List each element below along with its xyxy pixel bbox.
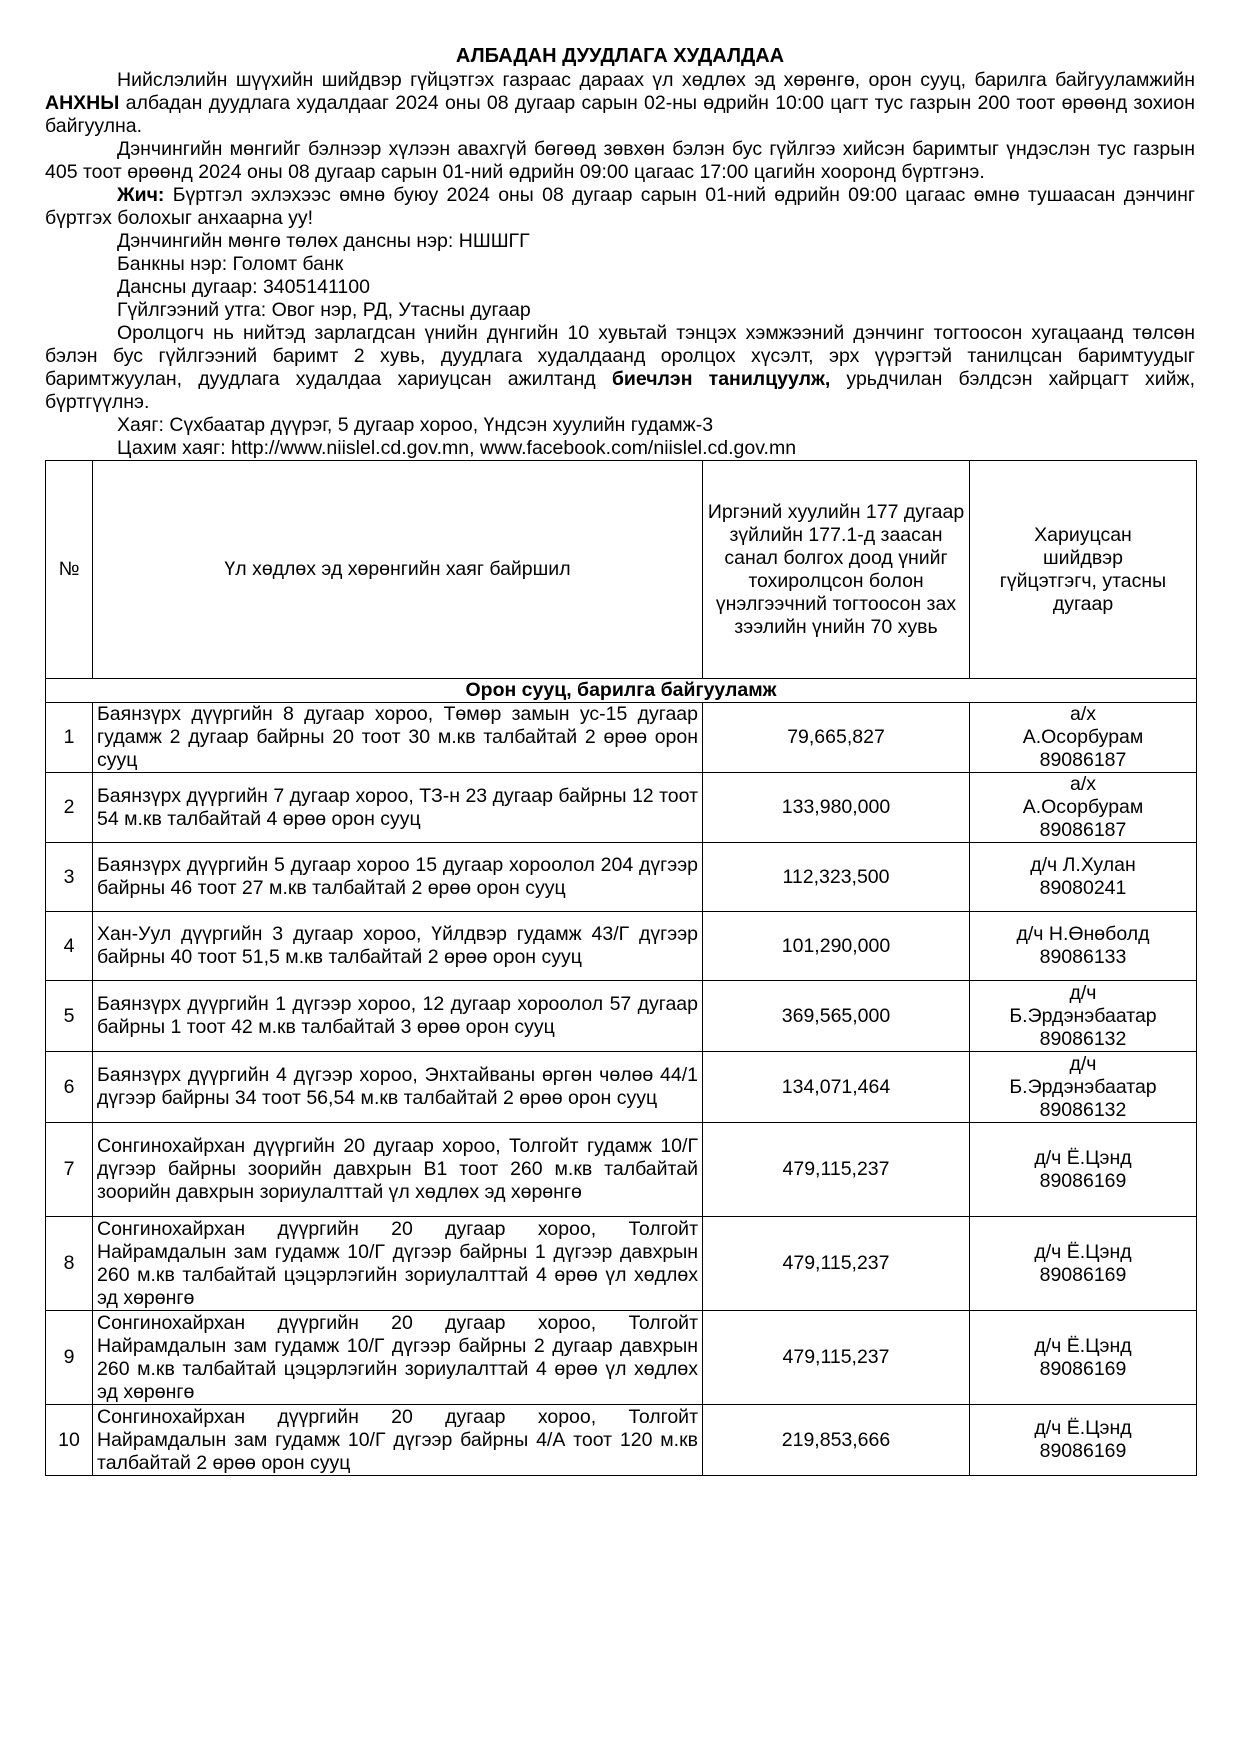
table-row (46, 1052, 1197, 1123)
section-row (46, 679, 1197, 703)
note-label: Жич: (117, 184, 165, 206)
responsible-line: д/ч Л.Хулан (1030, 854, 1136, 876)
row-number: 4 (46, 912, 93, 981)
row-number: 1 (46, 703, 93, 773)
row-responsible (970, 1123, 1197, 1217)
header-responsible: Хариуцсан шийдвэр гүйцэтгэгч, утасны дугаар (970, 461, 1197, 679)
row-price: 219,853,666 (703, 1405, 970, 1476)
row-number: 9 (46, 1311, 93, 1405)
row-price: 133,980,000 (703, 773, 970, 843)
responsible-line: д/ч (1069, 981, 1097, 1004)
row-responsible (970, 773, 1197, 843)
table-body (46, 703, 1197, 1476)
row-responsible (970, 1311, 1197, 1405)
web-address: Цахим хаяг: http://www.niislel.cd.gov.mn, www.facebook.com/niislel.cd.gov.mn (117, 437, 797, 459)
property-table (45, 460, 1197, 1476)
responsible-line: д/ч Ё.Цэнд (1034, 1417, 1132, 1439)
account-number: Дансны дугаар: 3405141100 (117, 276, 370, 298)
row-price: 479,115,237 (703, 1123, 970, 1217)
section-title: Орон сууц, барилга байгууламж (46, 679, 1197, 703)
bank-name: Банкны нэр: Голомт банк (117, 253, 344, 275)
header-no: № (46, 461, 93, 679)
row-number: 8 (46, 1217, 93, 1311)
intro-p1-text-end: албадан дуудлага худалдааг 2024 оны 08 дугаар сарын 02-ны өдрийн 10:00 цагт тус газрын 200 тоот өрөөнд зохион байгуулна. (45, 92, 1195, 137)
row-number: 3 (46, 843, 93, 912)
row-address: Сонгинохайрхан дүүргийн 20 дугаар хороо, Толгойт Найрамдалын зам гудамж 10/Г дүгээр байрны 1 дүгээр давхрын 260 м.кв талбайтай цэцэрлэгийн зориулалттай 4 өрөө үл хөдлөх эд хөрөнгө (93, 1217, 703, 1311)
row-responsible (970, 1405, 1197, 1476)
responsible-line: 89086133 (1039, 946, 1127, 968)
intro-paragraph-1 (45, 69, 1195, 138)
row-responsible (970, 981, 1197, 1052)
table-row (46, 703, 1197, 773)
table-header-row (46, 461, 1197, 679)
row-number: 10 (46, 1405, 93, 1476)
row-number: 2 (46, 773, 93, 843)
responsible-line: а/х (1069, 703, 1096, 725)
row-address: Сонгинохайрхан дүүргийн 20 дугаар хороо, Толгойт гудамж 10/Г дүгээр байрны зоорийн давхрын В1 тоот 260 м.кв талбайтай зоорийн давхрын зориулалттай үл хөдлөх эд хөрөнгө (93, 1123, 703, 1217)
responsible-line: Б.Эрдэнэбаатар (1009, 1004, 1157, 1027)
row-responsible (970, 1052, 1197, 1123)
row-price: 112,323,500 (703, 843, 970, 912)
responsible-line: 89086169 (1039, 1263, 1127, 1286)
document-page (45, 44, 1195, 1476)
row-address: Сонгинохайрхан дүүргийн 20 дугаар хороо, Толгойт Найрамдалын зам гудамж 10/Г дүгээр байрны 4/А тоот 120 м.кв талбайтай 2 өрөө орон сууц (93, 1405, 703, 1476)
header-price: Иргэний хуулийн 177 дугаар зүйлийн 177.1-д заасан санал болгох доод үнийг тохиролцсон болон үнэлгээчний тогтоосон зах зээлийн үнийн 70 хувь (703, 461, 970, 679)
table-row (46, 981, 1197, 1052)
document-title: АЛБАДАН ДУУДЛАГА ХУДАЛДАА (455, 45, 785, 67)
responsible-line: 89086169 (1039, 1357, 1127, 1380)
row-number: 5 (46, 981, 93, 1052)
row-address: Баянзүрх дүүргийн 1 дүгээр хороо, 12 дугаар хороолол 57 дугаар байрны 1 тоот 42 м.кв талбайтай 3 өрөө орон сууц (93, 981, 703, 1052)
responsible-line: А.Осорбурам (1022, 796, 1144, 818)
row-responsible (970, 843, 1197, 912)
responsible-line: д/ч Ё.Цэнд (1034, 1146, 1132, 1169)
responsible-line: 89086132 (1039, 1098, 1127, 1121)
header-address: Үл хөдлөх эд хөрөнгийн хаяг байршил (93, 461, 703, 679)
responsible-line: а/х (1069, 773, 1096, 795)
row-responsible (970, 912, 1197, 981)
row-responsible (970, 1217, 1197, 1311)
row-price: 479,115,237 (703, 1217, 970, 1311)
responsible-line: 89086187 (1039, 819, 1127, 841)
responsible-line: 89086169 (1039, 1440, 1127, 1462)
row-address: Баянзүрх дүүргийн 5 дугаар хороо 15 дугаар хороолол 204 дүгээр байрны 46 тоот 27 м.кв талбайтай 2 өрөө орон сууц (93, 843, 703, 912)
participant-bold: биечлэн танилцуулж, (611, 368, 831, 390)
transaction-purpose: Гүйлгээний утга: Овог нэр, РД, Утасны дугаар (117, 299, 531, 321)
intro-paragraph-2: Дэнчингийн мөнгийг бэлнээр хүлээн авахгүй бөгөөд зөвхөн бэлэн бус гүйлгээ хийсэн баримтыг үндэслэн тус газрын 405 тоот өрөөнд 2024 оны 08 дугаар сарын 01-ний өдрийн 09:00 цагаас 17:00 цагийн хооронд бүртгэнэ. (45, 138, 1195, 183)
responsible-line: А.Осорбурам (1022, 726, 1144, 748)
responsible-line: 89086187 (1039, 749, 1127, 771)
row-price: 134,071,464 (703, 1052, 970, 1123)
row-address: Баянзүрх дүүргийн 4 дүгээр хороо, Энхтайваны өргөн чөлөө 44/1 дүгээр байрны 34 тоот 56,54 м.кв талбайтай 2 өрөө орон сууц (93, 1052, 703, 1123)
row-address: Сонгинохайрхан дүүргийн 20 дугаар хороо, Толгойт Найрамдалын зам гудамж 10/Г дүгээр байрны 2 дугаар давхрын 260 м.кв талбайтай цэцэрлэгийн зориулалттай 4 өрөө үл хөдлөх эд хөрөнгө (93, 1311, 703, 1405)
account-name: Дэнчингийн мөнгө төлөх дансны нэр: НШШГГ (117, 230, 530, 252)
responsible-line: д/ч (1069, 1052, 1097, 1075)
intro-p1-bold: АНХНЫ (45, 92, 120, 114)
responsible-line: Б.Эрдэнэбаатар (1009, 1075, 1157, 1098)
row-number: 7 (46, 1123, 93, 1217)
row-address: Баянзүрх дүүргийн 7 дугаар хороо, ТЗ-н 23 дугаар байрны 12 тоот 54 м.кв талбайтай 4 өрөө орон сууц (93, 773, 703, 843)
table-row (46, 1217, 1197, 1311)
row-price: 369,565,000 (703, 981, 970, 1052)
table-row (46, 912, 1197, 981)
row-address: Баянзүрх дүүргийн 8 дугаар хороо, Төмөр замын ус-15 дугаар гудамж 2 дугаар байрны 20 тоот 30 м.кв талбайтай 2 өрөө орон сууц (93, 703, 703, 773)
table-row (46, 773, 1197, 843)
row-address: Хан-Уул дүүргийн 3 дугаар хороо, Үйлдвэр гудамж 43/Г дүгээр байрны 40 тоот 51,5 м.кв талбайтай 2 өрөө орон сууц (93, 912, 703, 981)
table-row (46, 1405, 1197, 1476)
participant-text-end: урьдчилан бэлдсэн хайрцагт хийж, бүртгүүлнэ. (45, 368, 1195, 413)
responsible-line: 89080241 (1039, 877, 1127, 899)
row-price: 79,665,827 (703, 703, 970, 773)
responsible-line: д/ч Ё.Цэнд (1034, 1240, 1132, 1263)
participant-text: Оролцогч нь нийтэд зарлагдсан үнийн дүнгийн 10 хувьтай тэнцэх хэмжээний дэнчинг тогтоосон хугацаанд төлсөн бэлэн бус гүйлгээний баримт 2 хувь, дуудлага худалдаанд оролцох хүсэлт, эрх үүрэгтэй танилцсан баримтуудыг баримтжуулан, дуудлага худалдаа хариуцсан ажилтанд (45, 322, 1195, 390)
note-text: Бүртгэл эхлэхээс өмнө буюу 2024 оны 08 дугаар сарын 01-ний өдрийн 09:00 цагаас өмнө тушаасан дэнчинг бүртгэх болохыг анхаарна уу! (45, 184, 1195, 229)
row-price: 479,115,237 (703, 1311, 970, 1405)
table-row (46, 1123, 1197, 1217)
note-paragraph (45, 184, 1195, 230)
row-number: 6 (46, 1052, 93, 1123)
row-responsible (970, 703, 1197, 773)
table-row (46, 1311, 1197, 1405)
responsible-line: д/ч Ё.Цэнд (1034, 1334, 1132, 1357)
office-address: Хаяг: Сүхбаатар дүүрэг, 5 дугаар хороо, Үндсэн хуулийн гудамж-3 (117, 414, 714, 436)
intro-p1-text: Нийслэлийн шүүхийн шийдвэр гүйцэтгэх газраас дараах үл хөдлөх эд хөрөнгө, орон сууц, барилга байгууламжийн (117, 69, 1195, 91)
row-price: 101,290,000 (703, 912, 970, 981)
responsible-line: д/ч Н.Өнөболд (1016, 923, 1150, 945)
table-row (46, 843, 1197, 912)
participant-paragraph (45, 322, 1195, 414)
responsible-line: 89086169 (1039, 1169, 1127, 1192)
responsible-line: 89086132 (1039, 1027, 1127, 1050)
